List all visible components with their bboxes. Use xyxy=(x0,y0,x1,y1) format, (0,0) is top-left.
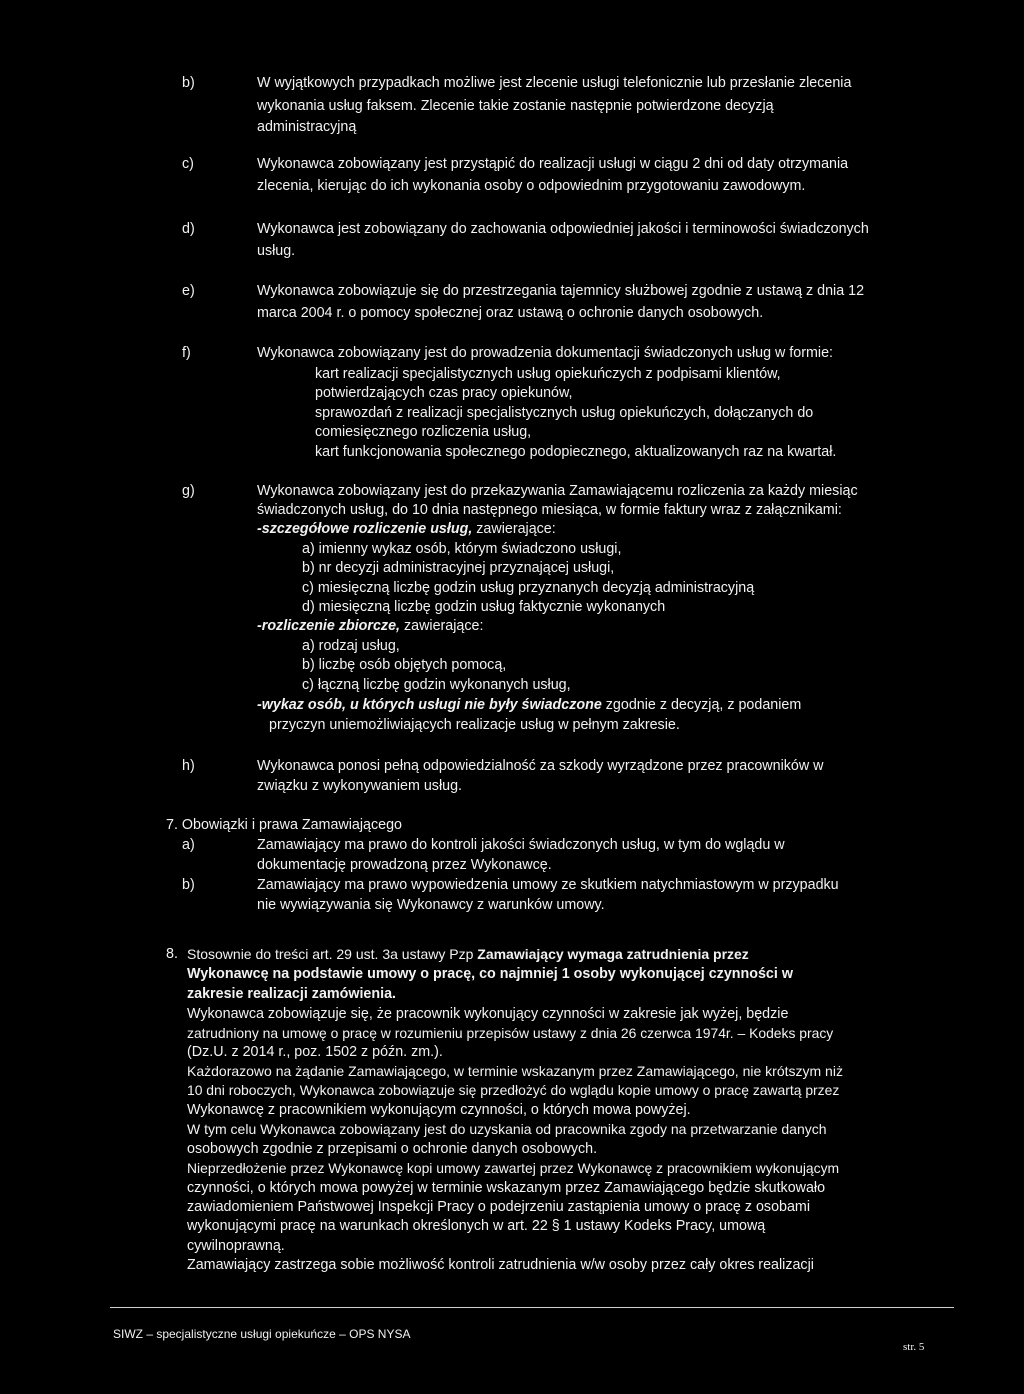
item-b-label: b) xyxy=(182,75,195,91)
section-8-line: osobowych zgodnie z przepisami o ochronie danych osobowych. xyxy=(187,1141,598,1157)
item-g-subitem: c) miesięczną liczbę godzin usług przyznanych decyzją administracyjną xyxy=(302,580,755,596)
item-d-line: usług. xyxy=(257,243,296,259)
item-e-line: marca 2004 r. o pomocy społecznej oraz ustawą o ochronie danych osobowych. xyxy=(257,305,764,321)
item-g-heading xyxy=(257,617,945,636)
section-8-bold: zakresie realizacji zamówienia. xyxy=(187,986,397,1002)
item-f-label: f) xyxy=(182,345,191,361)
footer-page-number: str. 5 xyxy=(903,1341,925,1353)
section-8-line: Wykonawcę z pracownikiem wykonującym czynności, o których mowa powyżej. xyxy=(187,1102,691,1118)
section-8-line: Każdorazowo na żądanie Zamawiającego, w terminie wskazanym przez Zamawiającego, nie krótszym niż xyxy=(187,1063,843,1079)
item-e-line: Wykonawca zobowiązuje się do przestrzegania tajemnicy służbowej zgodnie z ustawą z dnia 12 xyxy=(257,283,865,299)
section-7-a-label: a) xyxy=(182,837,195,853)
item-d-label: d) xyxy=(182,221,195,237)
item-e-label: e) xyxy=(182,283,195,299)
section-8-line: W tym celu Wykonawca zobowiązany jest do uzyskania od pracownika zgody na przetwarzanie danych xyxy=(187,1121,827,1137)
section-7-a-line: dokumentację prowadzoną przez Wykonawcę. xyxy=(257,857,552,873)
item-g-subitem: d) miesięczną liczbę godzin usług faktycznie wykonanych xyxy=(302,599,666,615)
section-8-line: zawiadomieniem Państwowej Inspekcji Pracy o podejrzeniu zastąpienia umowy o pracę z osobami xyxy=(187,1199,811,1215)
item-b-line: wykonania usług faksem. Zlecenie takie zostanie następnie potwierdzone decyzją xyxy=(257,98,774,114)
section-7-heading: 7. Obowiązki i prawa Zamawiającego xyxy=(166,817,403,833)
item-c-line: zlecenia, kierując do ich wykonania osoby o odpowiednim przygotowaniu zawodowym. xyxy=(257,178,806,194)
item-g-label: g) xyxy=(182,483,195,499)
section-8-line: (Dz.U. z 2014 r., poz. 1502 z późn. zm.). xyxy=(187,1044,443,1060)
item-g-heading-rest: zawierające: xyxy=(472,521,556,537)
item-g-heading-rest: zawierające: xyxy=(400,618,484,634)
section-8-intro xyxy=(187,945,945,964)
section-8-line: Zamawiający zastrzega sobie możliwość kontroli zatrudnienia w/w osoby przez cały okres realizacji xyxy=(187,1257,814,1273)
section-8-line: wykonującymi pracę na warunkach określonych w art. 22 § 1 ustawy Kodeks Pracy, umową xyxy=(187,1218,766,1234)
item-h-line: Wykonawca ponosi pełną odpowiedzialność za szkody wyrządzone przez pracowników w xyxy=(257,758,824,774)
item-f-subitem: comiesięcznego rozliczenia usług, xyxy=(315,424,532,440)
item-f-subitem: kart funkcjonowania społecznego podopiecznego, aktualizowanych raz na kwartał. xyxy=(315,444,837,460)
item-g-heading-bold: -wykaz osób, u których usługi nie były świadczone xyxy=(257,697,602,713)
section-8-intro-text: Stosownie do treści art. 29 ust. 3a ustawy Pzp xyxy=(187,946,478,962)
item-g-line: świadczonych usług, do 10 dnia następnego miesiąca, w formie faktury wraz z załącznikami: xyxy=(257,502,842,518)
item-b-line: W wyjątkowych przypadkach możliwe jest zlecenie usługi telefonicznie lub przesłanie zlecenia xyxy=(257,75,852,91)
section-8-line: 10 dni roboczych, Wykonawca zobowiązuje się przedłożyć do wglądu kopie umowy o pracę zawartą przez xyxy=(187,1082,840,1098)
item-g-heading-rest: zgodnie z decyzją, z podaniem xyxy=(601,697,802,713)
item-g-heading xyxy=(257,520,945,539)
section-8-line: Wykonawca zobowiązuje się, że pracownik wykonujący czynności w zakresie jak wyżej, będzie xyxy=(187,1006,789,1022)
section-8-line: zatrudniony na umowę o pracę w rozumieniu przepisów ustawy z dnia 26 czerwca 1974r. – Kodeks pracy xyxy=(187,1025,834,1041)
section-7-b-line: Zamawiający ma prawo wypowiedzenia umowy ze skutkiem natychmiastowym w przypadku xyxy=(257,877,839,893)
section-8-line: czynności, o których mowa powyżej w terminie wskazanym przez Zamawiającego będzie skutkowało xyxy=(187,1180,826,1196)
item-f-line: Wykonawca zobowiązany jest do prowadzenia dokumentacji świadczonych usług w formie: xyxy=(257,345,834,361)
item-g-subitem: b) nr decyzji administracyjnej przyznającej usługi, xyxy=(302,560,615,576)
item-d-line: Wykonawca jest zobowiązany do zachowania odpowiedniej jakości i terminowości świadczonych xyxy=(257,221,869,237)
section-8-bold: Wykonawcę na podstawie umowy o pracę, co najmniej 1 osoby wykonującej czynności w xyxy=(187,966,793,982)
section-8-bold-line xyxy=(187,985,945,1004)
item-g-subitem: b) liczbę osób objętych pomocą, xyxy=(302,657,507,673)
item-c-line: Wykonawca zobowiązany jest przystąpić do realizacji usługi w ciągu 2 dni od daty otrzymania xyxy=(257,156,849,172)
footer-document-title: SIWZ – specjalistyczne usługi opiekuńcze – OPS NYSA xyxy=(113,1327,411,1341)
section-7-b-label: b) xyxy=(182,877,195,893)
section-8-number: 8. xyxy=(166,946,178,962)
item-f-subitem: potwierdzających czas pracy opiekunów, xyxy=(315,385,573,401)
item-c-label: c) xyxy=(182,156,194,172)
item-g-heading xyxy=(257,696,945,715)
footer-divider xyxy=(110,1307,954,1308)
item-g-subitem: a) imienny wykaz osób, którym świadczono usługi, xyxy=(302,541,622,557)
section-7-b-line: nie wywiązywania się Wykonawcy z warunków umowy. xyxy=(257,897,605,913)
item-g-heading-bold: -szczegółowe rozliczenie usług, xyxy=(257,521,473,537)
item-h-label: h) xyxy=(182,758,195,774)
section-7-a-line: Zamawiający ma prawo do kontroli jakości świadczonych usług, w tym do wglądu w xyxy=(257,837,785,853)
item-f-subitem: sprawozdań z realizacji specjalistycznych usług opiekuńczych, dołączanych do xyxy=(315,405,814,421)
item-h-line: związku z wykonywaniem usług. xyxy=(257,778,463,794)
section-8-line: cywilnoprawną. xyxy=(187,1238,285,1254)
item-g-subitem: c) łączną liczbę godzin wykonanych usług, xyxy=(302,677,571,693)
item-g-heading-bold: -rozliczenie zbiorcze, xyxy=(257,618,401,634)
item-g-line: przyczyn uniemożliwiających realizacje usług w pełnym zakresie. xyxy=(269,717,680,733)
section-8-line: Nieprzedłożenie przez Wykonawcę kopi umowy zawartej przez Wykonawcę z pracownikiem wykonującym xyxy=(187,1160,840,1176)
section-8-bold-line xyxy=(187,965,945,984)
item-f-subitem: kart realizacji specjalistycznych usług opiekuńczych z podpisami klientów, xyxy=(315,366,781,382)
section-8-bold: Zamawiający wymaga zatrudnienia przez xyxy=(477,946,749,962)
item-g-subitem: a) rodzaj usług, xyxy=(302,638,400,654)
item-g-line: Wykonawca zobowiązany jest do przekazywania Zamawiającemu rozliczenia za każdy miesiąc xyxy=(257,483,858,499)
item-b-line: administracyjną xyxy=(257,119,357,135)
